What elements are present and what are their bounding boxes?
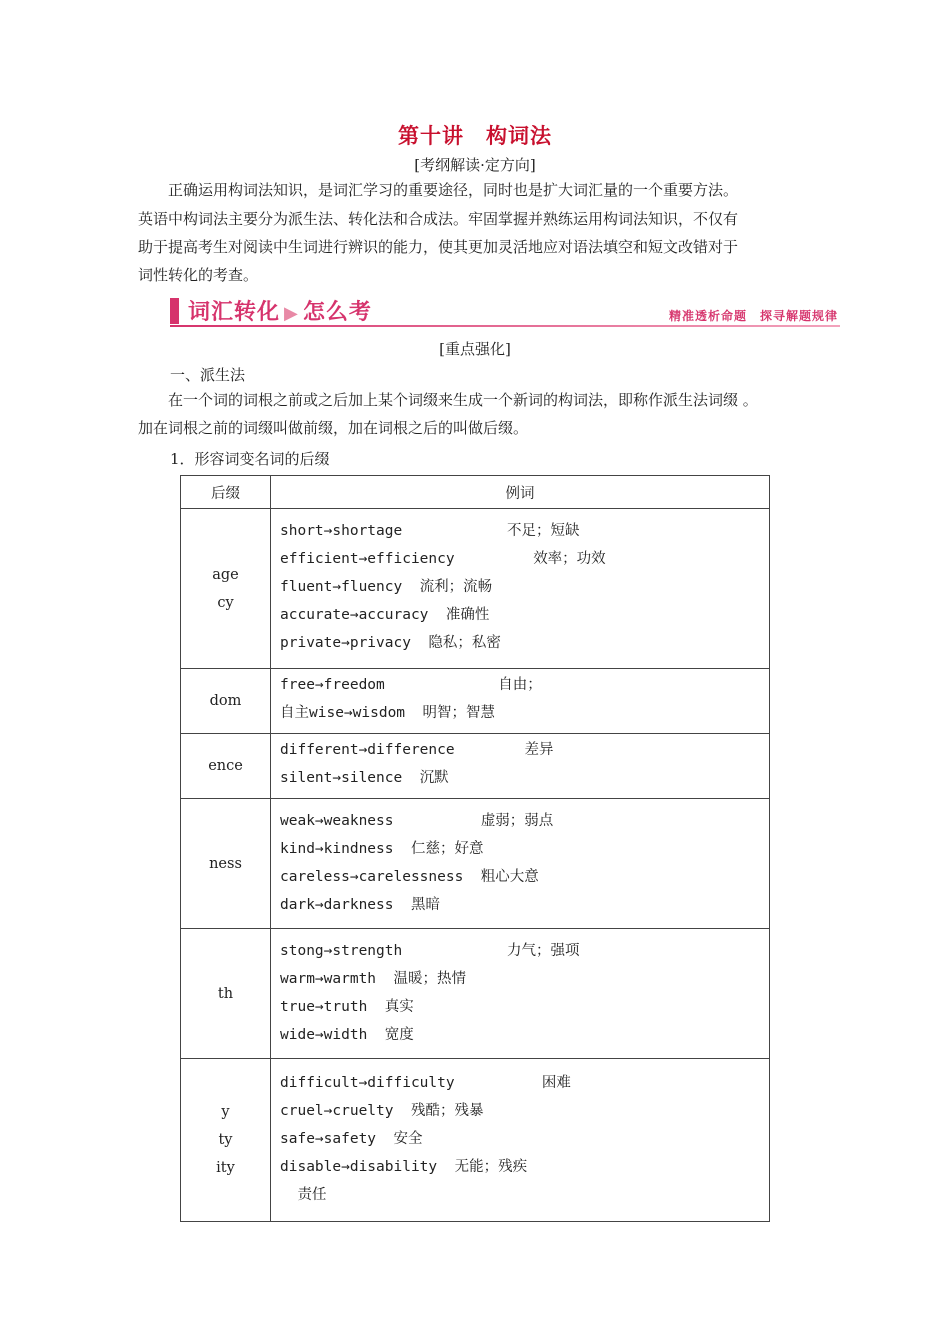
example-word: kind→kindness (280, 841, 394, 857)
example-gap (367, 999, 384, 1015)
example-meaning: 差异 (524, 742, 554, 758)
example-line (280, 764, 769, 792)
page-title: 第十讲 构词法 (398, 124, 552, 148)
example-line (280, 517, 769, 545)
table-body (181, 509, 770, 1222)
suffix-text: ness (209, 855, 242, 872)
suffix-cell (181, 799, 271, 929)
banner-right-text: 怎么考 (302, 300, 372, 325)
example-word: stong→strength (280, 943, 403, 959)
example-word: fluent→fluency (280, 579, 403, 595)
example-line (280, 1153, 769, 1181)
banner-left-text: 词汇转化 (188, 300, 281, 325)
suffix-text: ity (216, 1160, 235, 1176)
example-gap (376, 971, 393, 987)
example-meaning: 效率；功效 (533, 551, 606, 567)
example-word: careless→carelessness (280, 869, 464, 885)
example-meaning: 温暖；热情 (393, 971, 466, 987)
example-gap (376, 1131, 393, 1147)
example-word: cruel→cruelty (280, 1103, 394, 1119)
example-line (280, 965, 769, 993)
table-row (181, 799, 770, 929)
intro-line-4: 词性转化的考查。 (138, 266, 259, 284)
example-word: warm→warmth (280, 971, 377, 987)
example-line (280, 835, 769, 863)
example-line (280, 573, 769, 601)
example-word: silent→silence (280, 770, 403, 786)
example-word: short→shortage (280, 523, 403, 539)
example-gap (394, 841, 411, 857)
examples-cell (271, 669, 770, 734)
suffix-cell (181, 734, 271, 799)
example-line (280, 1069, 769, 1097)
example-word: dark→darkness (280, 897, 394, 913)
heading-derivation: 一、派生法 (170, 366, 246, 384)
example-word: difficult→difficulty (280, 1075, 455, 1091)
table-row (181, 929, 770, 1059)
example-line (280, 937, 769, 965)
example-gap (437, 1159, 454, 1175)
banner-underline (170, 325, 840, 327)
example-meaning: 自由； (498, 677, 542, 693)
example-gap (402, 770, 419, 786)
banner-title (188, 295, 372, 326)
example-line (280, 1021, 769, 1049)
suffix-cell (181, 1059, 271, 1222)
example-meaning: 残酷；残暴 (410, 1103, 484, 1119)
suffix-text: ence (208, 758, 243, 774)
table-row (181, 1059, 770, 1222)
example-gap (402, 943, 507, 959)
examples-cell (271, 1059, 770, 1222)
example-meaning: 安全 (393, 1131, 423, 1147)
example-gap (402, 579, 419, 595)
table-header-row (181, 476, 770, 509)
example-gap (428, 607, 445, 623)
example-meaning: 仁慈；好意 (410, 841, 484, 857)
example-gap (385, 677, 499, 693)
suffix-cell (181, 509, 271, 669)
example-line (280, 671, 769, 699)
suffix-table (180, 475, 770, 1222)
example-word: true→truth (280, 999, 368, 1015)
example-line (280, 1097, 769, 1125)
example-gap (455, 551, 534, 567)
example-line (280, 1181, 769, 1209)
example-meaning: 明智；智慧 (422, 705, 495, 721)
example-meaning: 沉默 (419, 770, 449, 786)
banner-tagline: 精准透析命题 探寻解题规律 (668, 309, 838, 323)
example-meaning: 宽度 (384, 1027, 414, 1043)
page-subtitle: [考纲解读·定方向] (414, 156, 536, 174)
example-meaning: 真实 (384, 999, 414, 1015)
example-word: private→privacy (280, 635, 411, 651)
arrow-right-icon: ▶ (284, 303, 299, 324)
table-row (181, 669, 770, 734)
example-gap (280, 1187, 297, 1203)
section-banner (170, 295, 840, 329)
suffix-text: cy (217, 594, 234, 611)
section-head: [重点强化] (439, 340, 511, 358)
suffix-text: age (212, 566, 239, 583)
example-gap (411, 635, 428, 651)
example-gap (402, 523, 507, 539)
example-line (280, 807, 769, 835)
subheading-adj-noun: 1．形容词变名词的后缀 (170, 450, 330, 468)
example-word: efficient→efficiency (280, 551, 455, 567)
example-meaning: 粗心大意 (480, 869, 539, 885)
derivation-line-2: 加在词根之前的词缀叫做前缀，加在词根之后的叫做后缀。 (138, 419, 529, 437)
example-meaning: 力气；强项 (506, 943, 580, 959)
suffix-text: dom (209, 693, 242, 709)
intro-line-3: 助于提高考生对阅读中生词进行辨识的能力，使其更加灵活地应对语法填空和短文改错对于 (138, 238, 739, 256)
example-meaning: 不足；短缺 (506, 523, 580, 539)
example-line (280, 1125, 769, 1153)
examples-cell (271, 509, 770, 669)
header-examples: 例词 (271, 476, 770, 509)
examples-cell (271, 929, 770, 1059)
example-gap (455, 742, 525, 758)
suffix-text: th (217, 985, 234, 1002)
examples-cell (271, 799, 770, 929)
example-gap (394, 897, 411, 913)
example-word: free→freedom (280, 677, 385, 693)
example-meaning: 虚弱；弱点 (480, 813, 554, 829)
example-meaning: 无能；残疾 (454, 1159, 528, 1175)
example-line (280, 699, 769, 727)
example-word: weak→weakness (280, 813, 394, 829)
example-line (280, 629, 769, 657)
example-meaning: 自主 (280, 705, 309, 721)
example-meaning: 困难 (541, 1075, 571, 1091)
table-row (181, 509, 770, 669)
example-meaning: 流利；流畅 (419, 579, 493, 595)
example-meaning: 责任 (297, 1187, 327, 1203)
table-row (181, 734, 770, 799)
header-suffix: 后缀 (181, 476, 271, 509)
example-meaning: 隐私；私密 (428, 635, 501, 651)
intro-line-1: 正确运用构词法知识，是词汇学习的重要途径，同时也是扩大词汇量的一个重要方法。 (168, 181, 739, 199)
banner-bar (170, 298, 179, 324)
example-line (280, 891, 769, 919)
example-meaning: 准确性 (445, 607, 490, 623)
example-word: different→difference (280, 742, 455, 758)
example-line (280, 863, 769, 891)
example-gap (367, 1027, 384, 1043)
examples-cell (271, 734, 770, 799)
example-line (280, 601, 769, 629)
suffix-text: ty (218, 1132, 233, 1148)
example-line (280, 736, 769, 764)
example-gap (394, 813, 481, 829)
example-gap (463, 869, 480, 885)
example-word: accurate→accuracy (280, 607, 429, 623)
suffix-cell (181, 929, 271, 1059)
example-word: disable→disability (280, 1159, 438, 1175)
example-meaning: 黑暗 (410, 897, 440, 913)
example-gap (394, 1103, 411, 1119)
example-word: wide→width (280, 1027, 368, 1043)
derivation-line-1: 在一个词的词根之前或之后加上某个词缀来生成一个新词的构词法，即称作派生法词缀 。 (168, 391, 758, 409)
example-gap (455, 1075, 542, 1091)
example-line (280, 545, 769, 573)
example-word: wise→wisdom (309, 705, 406, 721)
example-gap (405, 705, 422, 721)
suffix-cell (181, 669, 271, 734)
suffix-text: y (221, 1104, 230, 1120)
intro-line-2: 英语中构词法主要分为派生法、转化法和合成法。牢固掌握并熟练运用构词法知识，不仅有 (138, 210, 739, 228)
example-line (280, 993, 769, 1021)
example-word: safe→safety (280, 1131, 377, 1147)
